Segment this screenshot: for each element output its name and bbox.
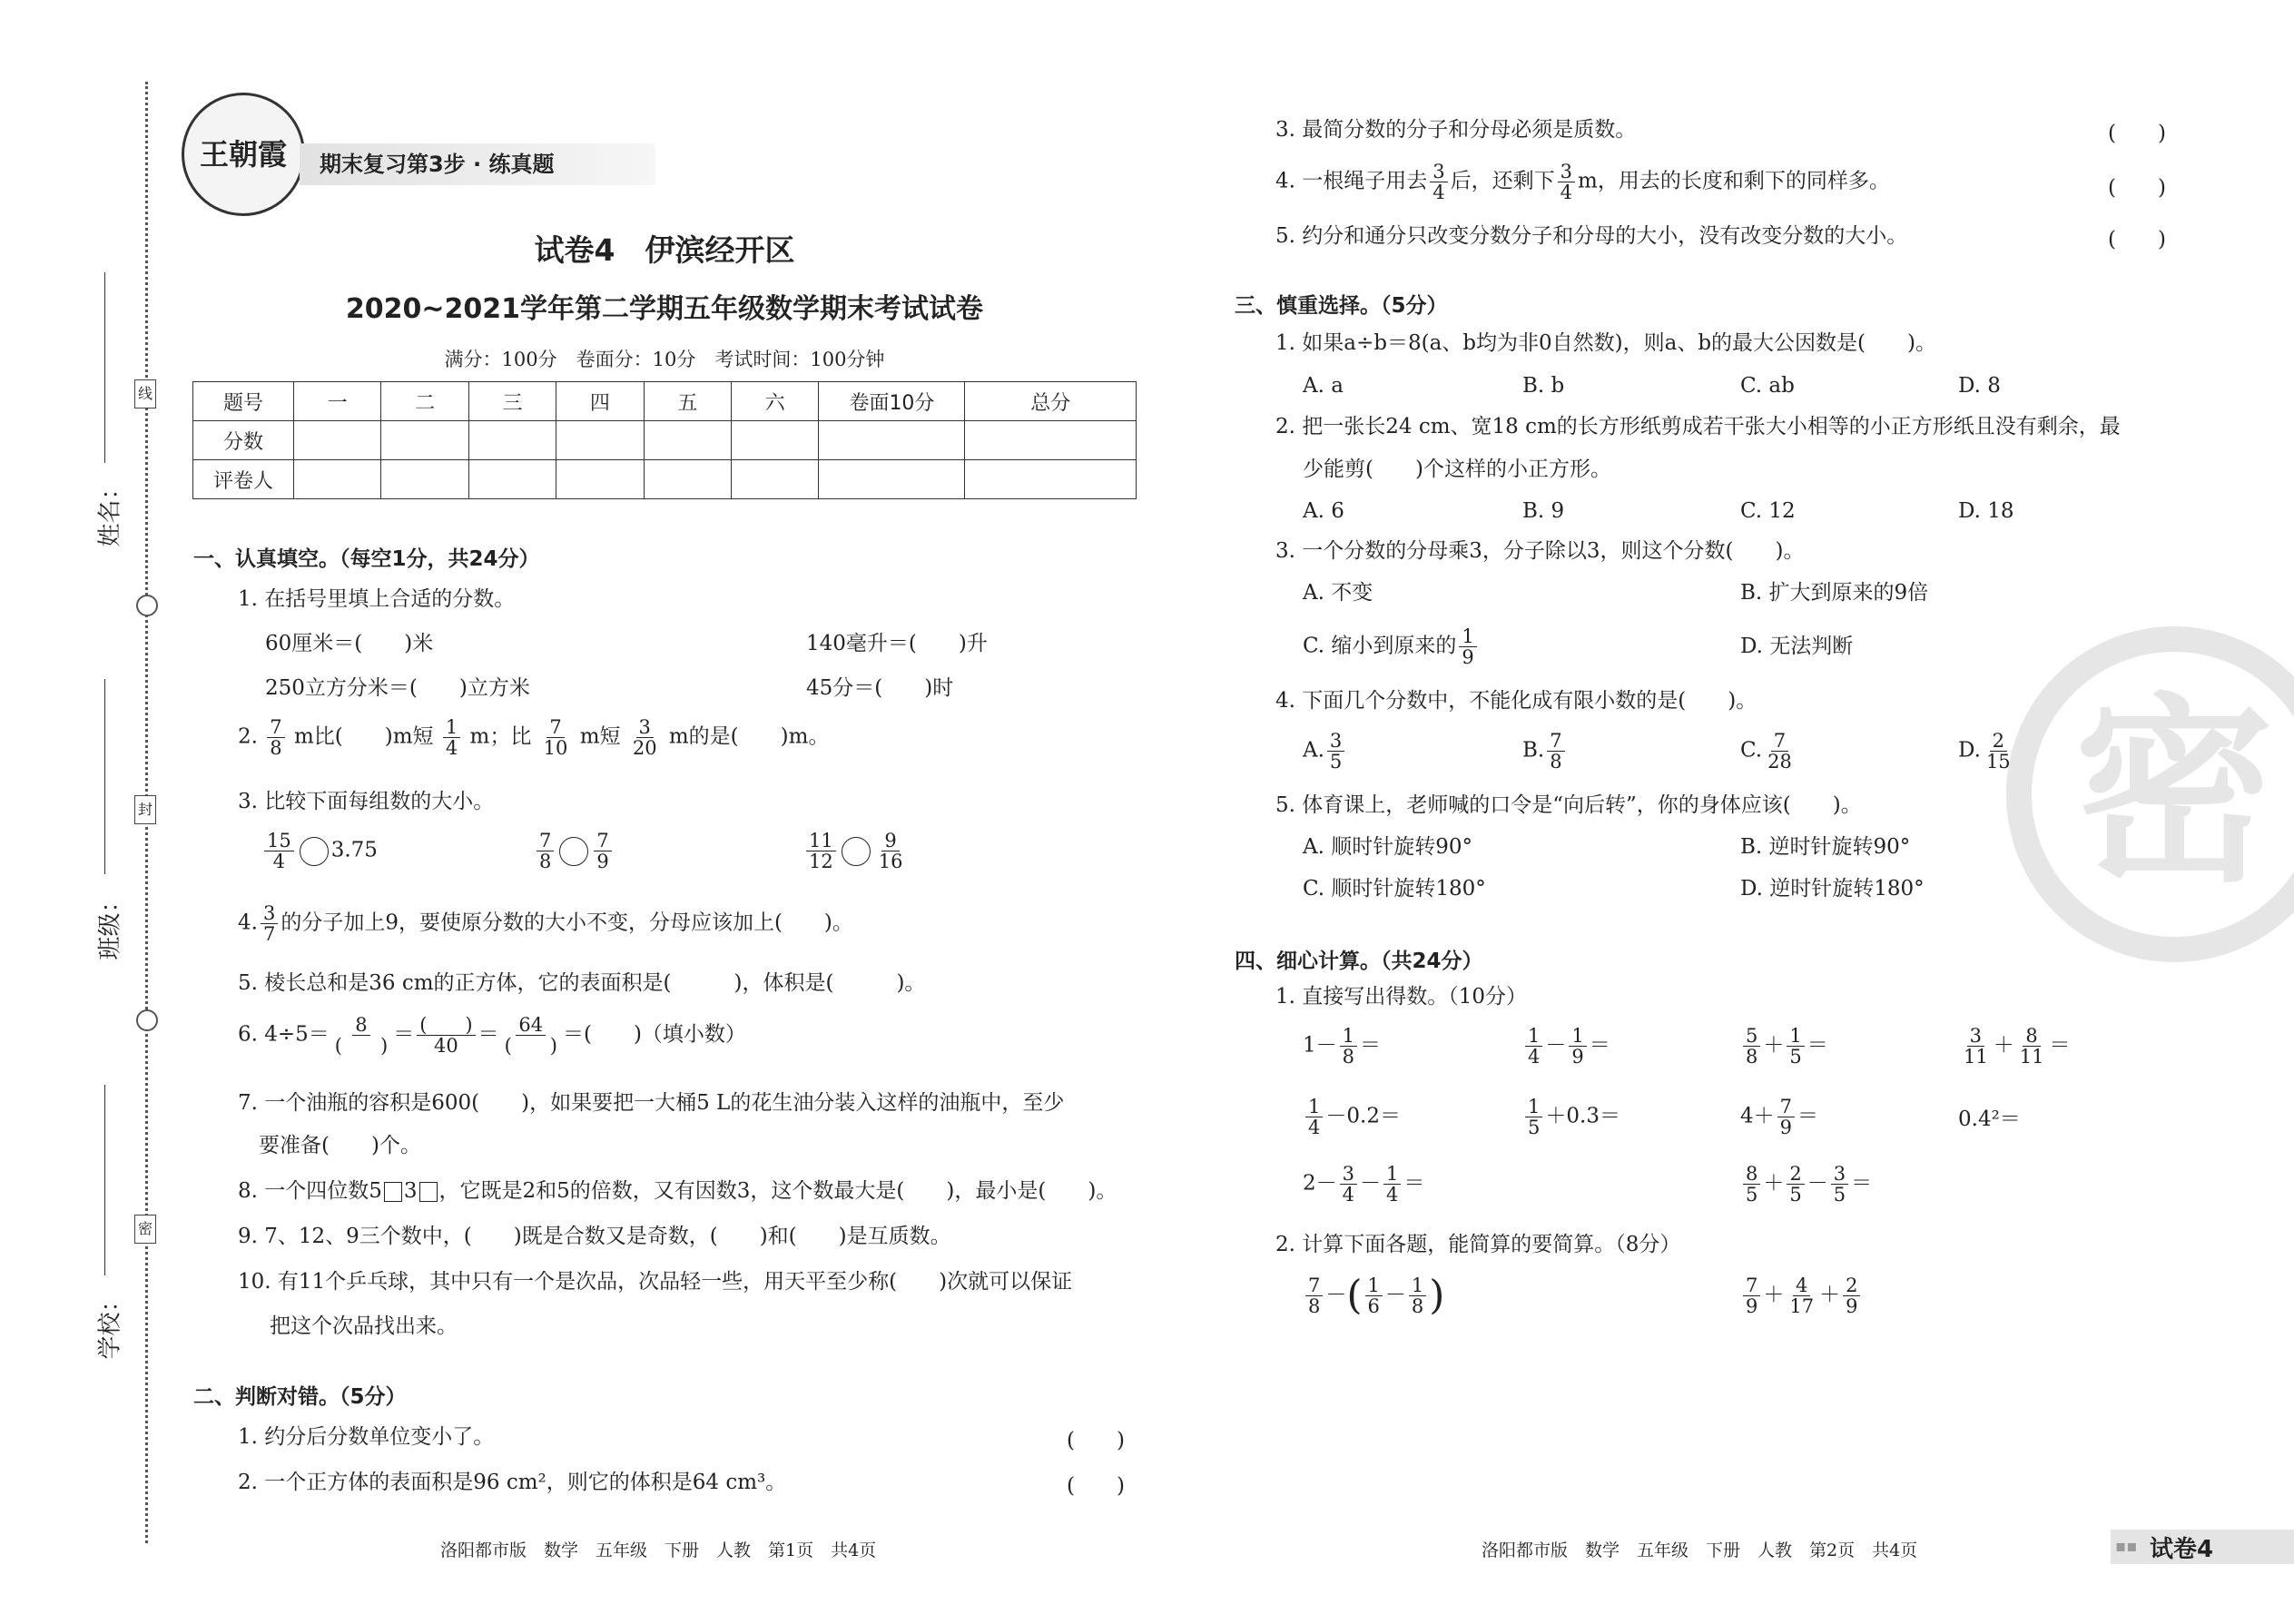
score-cell[interactable] bbox=[732, 460, 819, 499]
table-header: 二 bbox=[381, 382, 468, 421]
section-4-title: 四、细心计算。（共24分） bbox=[1235, 950, 1483, 973]
binding-knob bbox=[136, 595, 158, 616]
option[interactable]: D. 逆时针旋转180° bbox=[1740, 877, 1925, 901]
score-cell[interactable] bbox=[819, 460, 965, 499]
grid-icon: ▪▪ bbox=[2115, 1537, 2138, 1556]
option[interactable]: B. 扩大到原来的9倍 bbox=[1740, 581, 1929, 605]
option[interactable]: D. 18 bbox=[1958, 499, 2014, 523]
table-header: 六 bbox=[732, 382, 819, 421]
s3-q1: 1. 如果a÷b＝8(a、b均为非0自然数)，则a、b的最大公因数是( )。 bbox=[1275, 331, 1936, 355]
option[interactable]: C. 顺时针旋转180° bbox=[1303, 877, 1486, 901]
s1-q1: 1. 在括号里填上合适的分数。 bbox=[238, 587, 516, 611]
binding-mark-feng: 封 bbox=[134, 795, 156, 824]
answer-paren[interactable]: ( ) bbox=[2108, 176, 2166, 200]
s4-q2: 2. 计算下面各题，能简算的要简算。（8分） bbox=[1275, 1233, 1681, 1256]
calc-item: $\frac{7}{9}$ ＋ $\frac{4}{17}$ ＋ $\frac{2}{9}$ bbox=[1740, 1275, 1863, 1316]
answer-paren[interactable]: ( ) bbox=[2108, 122, 2166, 145]
class-underline[interactable] bbox=[104, 679, 105, 874]
digit-box[interactable] bbox=[384, 1182, 402, 1202]
s2-q3: 3. 最简分数的分子和分母必须是质数。 bbox=[1275, 118, 1637, 142]
s1-q10b: 把这个次品找出来。 bbox=[270, 1314, 458, 1338]
table-header: 总分 bbox=[965, 382, 1137, 421]
option[interactable]: A. 不变 bbox=[1303, 581, 1373, 605]
option[interactable]: A. a bbox=[1303, 374, 1344, 398]
s1-q4: 4. $\frac{3}{7}$ 的分子加上9，要使原分数的大小不变，分母应该加上( )。 bbox=[238, 902, 853, 945]
option[interactable]: C. $\frac{7}{28}$ bbox=[1740, 730, 1792, 773]
option[interactable]: A. $\frac{3}{5}$ bbox=[1303, 731, 1347, 772]
q-number: 2. bbox=[238, 724, 258, 749]
q-text: m比( )m短 bbox=[293, 724, 434, 749]
s1-q3c: $\frac{11}{12}$ $\frac{9}{16}$ bbox=[803, 831, 908, 871]
s3-q3: 3. 一个分数的分母乘3，分子除以3，则这个分数( )。 bbox=[1275, 539, 1805, 563]
fraction: $\frac{7}{8}$ bbox=[267, 717, 284, 758]
footer-left: 洛阳都市版 数学 五年级 下册 人教 第1页 共4页 bbox=[440, 1540, 877, 1560]
calc-item: $\frac{8}{5}$ ＋ $\frac{2}{5}$ － $\frac{3}{5}$ ＝ bbox=[1740, 1164, 1872, 1205]
table-header: 一 bbox=[294, 382, 381, 421]
calc-item: 1－ $\frac{1}{8}$ ＝ bbox=[1303, 1025, 1382, 1068]
section-1-title: 一、认真填空。（每空1分，共24分） bbox=[193, 547, 540, 571]
row-label: 评卷人 bbox=[193, 460, 294, 499]
score-cell[interactable] bbox=[965, 460, 1137, 499]
score-cell[interactable] bbox=[468, 460, 556, 499]
score-cell[interactable] bbox=[556, 460, 644, 499]
s1-q1a: 60厘米＝( )米 bbox=[265, 632, 434, 655]
score-cell[interactable] bbox=[381, 421, 468, 460]
option[interactable]: B. 逆时针旋转90° bbox=[1740, 835, 1911, 859]
s1-q7a: 7. 一个油瓶的容积是600( )，如果要把一大桶5 L的花生油分装入这样的油瓶中，至少 bbox=[238, 1091, 1065, 1115]
calc-item: $\frac{5}{8}$ ＋ $\frac{1}{5}$ ＝ bbox=[1740, 1026, 1828, 1067]
score-cell[interactable] bbox=[732, 421, 819, 460]
name-label: 姓名： bbox=[96, 476, 124, 547]
score-cell[interactable] bbox=[644, 421, 731, 460]
calc-item: $\frac{1}{4}$ －0.2＝ bbox=[1303, 1097, 1401, 1137]
s1-q6: 6. 4÷5＝ $\frac{8}{( )}$ ＝ $\frac{( )}{40}$ ＝ $\frac{64}{( )}$ ＝( )（填小数） bbox=[238, 1014, 746, 1057]
s1-q5: 5. 棱长总和是36 cm的正方体，它的表面积是( )，体积是( )。 bbox=[238, 971, 926, 995]
answer-paren[interactable]: ( ) bbox=[1067, 1474, 1125, 1498]
answer-paren[interactable]: ( ) bbox=[2108, 228, 2166, 251]
table-header: 三 bbox=[468, 382, 556, 421]
score-cell[interactable] bbox=[294, 460, 381, 499]
s3-q5: 5. 体育课上，老师喊的口令是“向后转”，你的身体应该( )。 bbox=[1275, 793, 1862, 817]
score-cell[interactable] bbox=[644, 460, 731, 499]
table-header: 五 bbox=[644, 382, 731, 421]
option[interactable]: C. 缩小到原来的 $\frac{1}{9}$ bbox=[1303, 626, 1480, 667]
watermark-seal: 密 bbox=[2006, 626, 2294, 971]
s1-q1d: 45分＝( )时 bbox=[806, 676, 954, 700]
row-label: 分数 bbox=[193, 421, 294, 460]
s1-q3: 3. 比较下面每组数的大小。 bbox=[238, 790, 495, 813]
binding-mark-xian: 线 bbox=[134, 379, 156, 408]
s1-q3a: $\frac{15}{4}$ 3.75 bbox=[261, 831, 378, 871]
s2-q4: 4. 一根绳子用去 $\frac{3}{4}$ 后，还剩下 $\frac{3}{4}$ m，用去的长度和剩下的同样多。 bbox=[1275, 161, 1890, 203]
option[interactable]: A. 6 bbox=[1303, 499, 1344, 523]
class-label: 班级： bbox=[96, 889, 124, 960]
option[interactable]: D. 8 bbox=[1958, 374, 2001, 398]
compare-circle[interactable] bbox=[300, 837, 329, 866]
s1-q7b: 要准备( )个。 bbox=[259, 1134, 421, 1157]
calc-item: $\frac{1}{5}$ ＋0.3＝ bbox=[1522, 1097, 1620, 1137]
section-2-title: 二、判断对错。（5分） bbox=[193, 1385, 407, 1409]
option[interactable]: C. 12 bbox=[1740, 499, 1796, 523]
table-row bbox=[193, 421, 1137, 460]
s1-q9: 9. 7、12、9三个数中，( )既是合数又是奇数，( )和( )是互质数。 bbox=[238, 1225, 951, 1248]
calc-item: $\frac{3}{11}$ ＋ $\frac{8}{11}$ ＝ bbox=[1964, 1025, 2071, 1068]
banner: 期末复习第3步 · 练真题 bbox=[300, 143, 655, 185]
brand-logo: 王朝霞 bbox=[182, 93, 305, 216]
calc-item: 4＋ $\frac{7}{9}$ ＝ bbox=[1740, 1096, 1819, 1138]
score-table bbox=[192, 381, 1137, 499]
score-cell[interactable] bbox=[468, 421, 556, 460]
s4-q1: 1. 直接写出得数。（10分） bbox=[1275, 985, 1528, 1009]
exam-meta: 满分：100分 卷面分：10分 考试时间：100分钟 bbox=[444, 349, 885, 370]
page-subtitle: 2020~2021学年第二学期五年级数学期末考试试卷 bbox=[345, 293, 984, 325]
s1-q3b: $\frac{7}{8}$ $\frac{7}{9}$ bbox=[534, 831, 615, 871]
table-row bbox=[193, 460, 1137, 499]
calc-item: 0.4²＝ bbox=[1958, 1107, 2021, 1131]
option[interactable]: B. 9 bbox=[1522, 499, 1565, 523]
s3-q2b: 少能剪( )个这样的小正方形。 bbox=[1303, 458, 1611, 481]
score-cell[interactable] bbox=[819, 421, 965, 460]
footer-right: 洛阳都市版 数学 五年级 下册 人教 第2页 共4页 bbox=[1482, 1540, 1918, 1560]
s1-q10a: 10. 有11个乒乓球，其中只有一个是次品，次品轻一些，用天平至少称( )次就可以保证 bbox=[238, 1270, 1073, 1294]
s1-q2 bbox=[238, 717, 829, 758]
binding-knob bbox=[136, 1009, 158, 1031]
s1-q1b: 140毫升＝( )升 bbox=[806, 632, 988, 655]
s1-q8: 8. 一个四位数5 3 ，它既是2和5的倍数，又有因数3，这个数最大是( )，最小是( )。 bbox=[238, 1179, 1117, 1203]
calc-item: 2－ $\frac{3}{4}$ － $\frac{1}{4}$ ＝ bbox=[1303, 1163, 1425, 1206]
s2-q1: 1. 约分后分数单位变小了。 bbox=[238, 1425, 495, 1449]
table-header: 四 bbox=[556, 382, 644, 421]
answer-paren[interactable]: ( ) bbox=[1067, 1429, 1125, 1452]
option[interactable]: D. $\frac{2}{15}$ bbox=[1958, 730, 2011, 773]
school-underline[interactable] bbox=[104, 1085, 105, 1275]
table-row bbox=[193, 382, 1137, 421]
s2-q2: 2. 一个正方体的表面积是96 cm²，则它的体积是64 cm³。 bbox=[238, 1471, 787, 1494]
s3-q4: 4. 下面几个分数中，不能化成有限小数的是( )。 bbox=[1275, 689, 1757, 713]
option[interactable]: B. $\frac{7}{8}$ bbox=[1522, 731, 1568, 772]
calc-item: $\frac{7}{8}$ －( $\frac{1}{6}$ － $\frac{1}{8}$ ) bbox=[1303, 1275, 1444, 1316]
q-text: m；比 bbox=[469, 724, 532, 749]
q-text: m的是( )m。 bbox=[668, 724, 830, 749]
s2-q5: 5. 约分和通分只改变分数分子和分母的大小，没有改变分数的大小。 bbox=[1275, 224, 1908, 248]
option[interactable]: B. b bbox=[1522, 374, 1565, 398]
page-title: 试卷4 伊滨经开区 bbox=[534, 232, 795, 268]
page-tag: 试卷4 bbox=[2150, 1536, 2214, 1563]
fraction: $\frac{7}{10}$ bbox=[543, 716, 568, 759]
q-text: m短 bbox=[579, 724, 621, 749]
calc-item: $\frac{1}{4}$ － $\frac{1}{9}$ ＝ bbox=[1522, 1026, 1610, 1067]
table-header: 题号 bbox=[193, 382, 294, 421]
section-3-title: 三、慎重选择。（5分） bbox=[1235, 294, 1448, 318]
option[interactable]: D. 无法判断 bbox=[1740, 635, 1854, 658]
school-label: 学校： bbox=[96, 1288, 124, 1360]
s3-q2a: 2. 把一张长24 cm、宽18 cm的长方形纸剪成若干张大小相等的小正方形纸且没有剩余，最 bbox=[1275, 415, 2121, 438]
score-cell[interactable] bbox=[556, 421, 644, 460]
s1-q1c: 250立方分米＝( )立方米 bbox=[265, 676, 530, 700]
digit-box[interactable] bbox=[419, 1182, 438, 1202]
table-header: 卷面10分 bbox=[819, 382, 965, 421]
score-cell[interactable] bbox=[294, 421, 381, 460]
option[interactable]: C. ab bbox=[1740, 374, 1795, 398]
compare-circle[interactable] bbox=[842, 837, 871, 866]
fraction: $\frac{3}{20}$ bbox=[632, 716, 657, 759]
binding-mark-mi: 密 bbox=[134, 1215, 156, 1244]
option[interactable]: A. 顺时针旋转90° bbox=[1303, 835, 1472, 859]
fraction: $\frac{1}{4}$ bbox=[443, 717, 460, 758]
compare-circle[interactable] bbox=[559, 837, 588, 866]
score-cell[interactable] bbox=[965, 421, 1137, 460]
score-cell[interactable] bbox=[381, 460, 468, 499]
